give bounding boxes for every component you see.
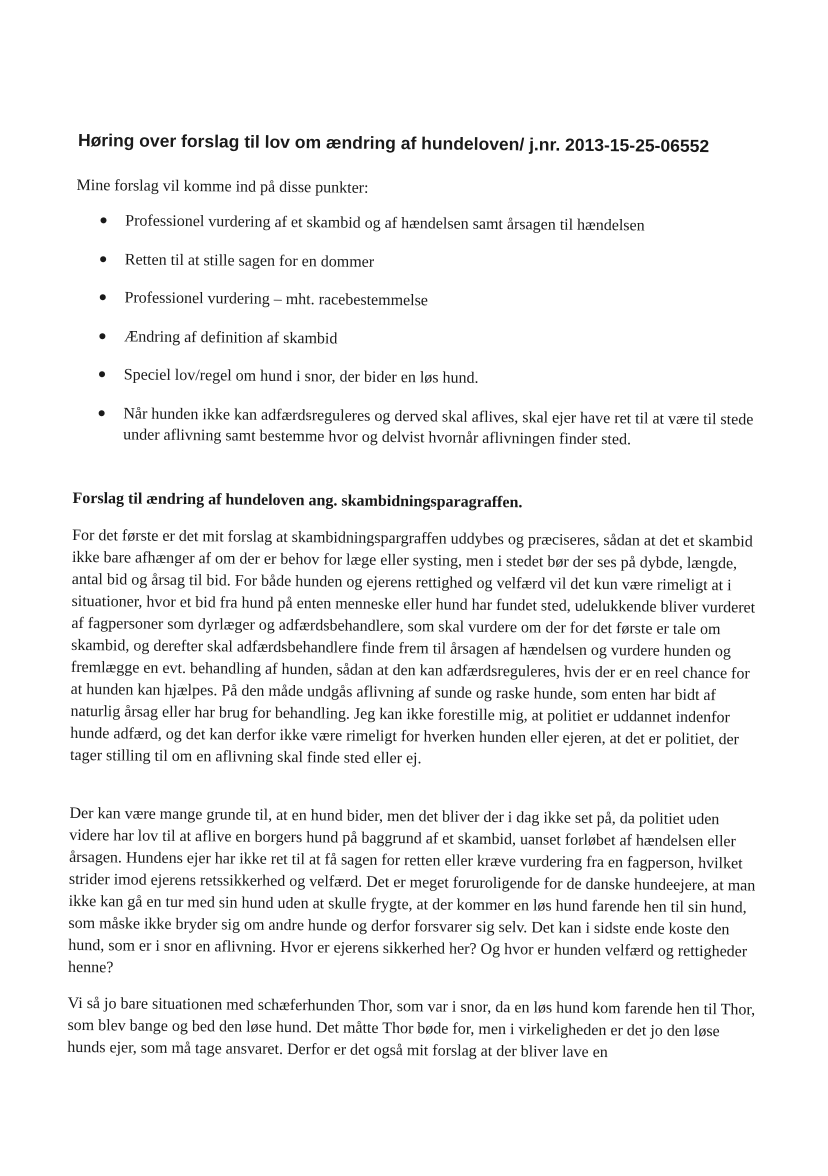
list-item bbox=[97, 403, 757, 451]
list-item bbox=[98, 326, 758, 353]
list-item bbox=[98, 364, 758, 391]
bullet-icon: ● bbox=[97, 405, 106, 421]
list-item-text: Speciel lov/regel om hund i snor, der bider en løs hund. bbox=[123, 366, 479, 387]
section-heading: Forslag til ændring af hundeloven ang. skambidningsparagraffen. bbox=[72, 489, 523, 512]
body-paragraph: Der kan være mange grunde til, at en hund bider, men det bliver der i dag ikke set på, da politiet uden videre har lov til at aflive en borgers hund på baggrund af et skambid, uanset forløbet af hændelsen eller årsagen. Hundens ejer har ikke ret til at få sagen for retten eller kræve vurdering fra en fagperson, hvilket strider imod ejerens retssikkerhed og velfærd. Det er meget foruroligende for de danske hundeejere, at man ikke kan gå en tur med sin hund uden at skulle frygte, at der kommer en løs hund farende hen til sin hund, som måske ikke bryder sig om andre hunde og derfor forsvarer sig selv. Det kan i sidste ende koste den hund, som er i snor en aflivning. Hvor er ejerens sikkerhed her? Og hvor er hunden velfærd og rettigheder henne? bbox=[67, 804, 756, 977]
document-title: Høring over forslag til lov om ændring af hundeloven/ j.nr. 2013-15-25-06552 bbox=[77, 129, 710, 157]
list-item bbox=[99, 210, 759, 237]
bullet-icon: ● bbox=[98, 251, 108, 267]
list-item-text: Når hunden ikke kan adfærdsreguleres og derved skal aflives, skal ejer have ret til at være til stede under aflivning samt bestemme hvor og delvist hvornår aflivningen finder sted. bbox=[123, 404, 754, 448]
bullet-icon: ● bbox=[97, 367, 107, 383]
proposal-points-list bbox=[97, 210, 759, 468]
list-item-text: Ændring af definition af skambid bbox=[124, 327, 338, 347]
list-item-text: Professionel vurdering – mht. racebestemmelse bbox=[124, 289, 429, 310]
list-item bbox=[98, 287, 758, 314]
bullet-icon: ● bbox=[99, 213, 108, 229]
body-paragraph: Vi så jo bare situationen med schæferhunden Thor, som var i snor, da en løs hund kom farende hen til Thor, som blev bange og bed den løse hund. Det måtte Thor bøde for, men i virkeligheden er det jo den løse hunds ejer, som må tage ansvaret. Derfor er det også mit forslag at der bliver lave en bbox=[67, 994, 756, 1062]
bullet-icon: ● bbox=[98, 290, 108, 306]
bullet-icon: ● bbox=[98, 328, 107, 344]
list-item-text: Retten til at stille sagen for en dommer bbox=[124, 250, 375, 271]
list-item bbox=[99, 249, 759, 276]
intro-text: Mine forslag vil komme ind på disse punkter: bbox=[76, 176, 369, 197]
list-item-text: Professionel vurdering af et skambid og af hændelsen samt årsagen til hændelsen bbox=[125, 212, 645, 235]
body-paragraph: For det første er det mit forslag at skambidningspargraffen uddybes og præciseres, sådan at det et skambid ikke bare afhænger af om der er behov for læge eller systing, men i stedet bør der ses på dybde, længde, antal bid og årsag til bid. For både hunden og ejerens rettighed og velfærd vil det kun være rimeligt at i situationer, hvor et bid fra hund på enten menneske eller hund har fundet sted, udelukkende bliver vurderet af fagpersoner som dyrlæger og adfærdsbehandlere, som skal vurdere om der for det første er tale om skambid, og derefter skal adfærdsbehandlere finde frem til årsagen af hændelsen og vurdere hunden og fremlægge en evt. behandling af hunden, sådan at den kan adfærdsreguleres, hvis der er en reel chance for at hunden kan hjælpes. På den måde undgås aflivning af sunde og raske hunde, som enten har bidt af naturlig årsag eller har brug for behandling. Jeg kan ikke forestille mig, at politiet er uddannet indenfor hunde adfærd, og det kan derfor ikke være rimeligt for hverken hunden eller ejeren, at det er politiet, der tager stilling til om en aflivning skal finde sted eller ej. bbox=[70, 526, 756, 768]
